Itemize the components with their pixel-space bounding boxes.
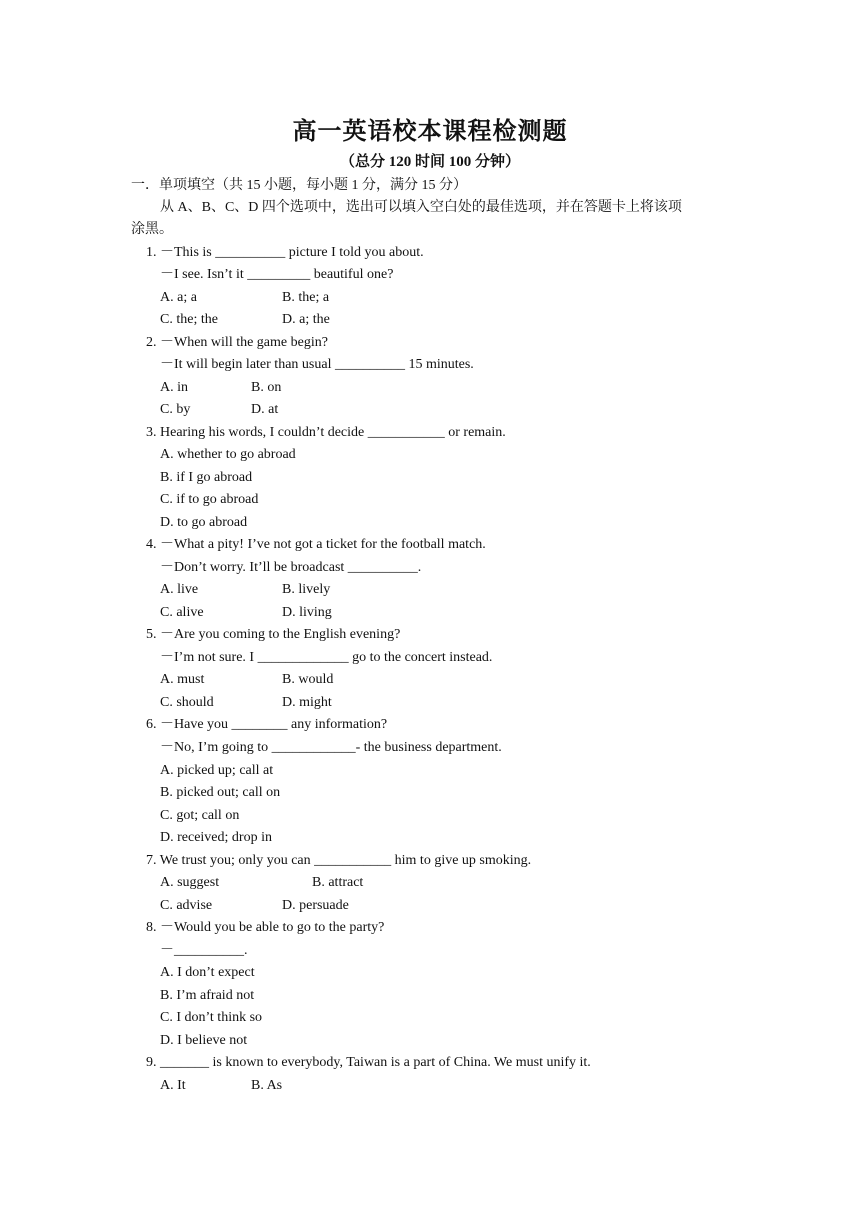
question-stem: －I’m not sure. I _____________ go to the concert instead. — [160, 650, 493, 665]
option-b: B. the; a — [282, 290, 330, 305]
option-c: C. if to go abroad — [160, 492, 259, 507]
option-d: D. a; the — [282, 312, 330, 327]
option-c: C. I don’t think so — [160, 1010, 263, 1025]
section-heading: 一．单项填空（共 15 小题，每小题 1 分，满分 15 分） — [131, 178, 467, 193]
question-stem: －I see. Isn’t it _________ beautiful one? — [160, 267, 394, 282]
section-instruction-cont: 涂黑。 — [131, 222, 173, 237]
option-b: B. picked out; call on — [160, 785, 281, 800]
question-stem: －It will begin later than usual __________ 15 minutes. — [160, 357, 474, 372]
question-stem: 4. －What a pity! I’ve not got a ticket for the football match. — [146, 537, 486, 552]
option-a: A. It — [160, 1078, 186, 1093]
question-stem: 3. Hearing his words, I couldn’t decide ___________ or remain. — [146, 425, 506, 440]
question-stem: －__________. — [160, 943, 248, 958]
question-stem: 6. －Have you ________ any information? — [146, 717, 388, 732]
option-c: C. the; the — [160, 312, 218, 327]
option-a: A. must — [160, 672, 205, 687]
option-d: D. I believe not — [160, 1033, 248, 1048]
option-a: A. whether to go abroad — [160, 447, 296, 462]
option-b: B. if I go abroad — [160, 470, 253, 485]
option-d: D. might — [282, 695, 332, 710]
option-b: B. would — [282, 672, 334, 687]
option-d: D. living — [282, 605, 332, 620]
page-title: 高一英语校本课程检测题 — [292, 117, 568, 145]
option-c: C. should — [160, 695, 214, 710]
option-c: C. alive — [160, 605, 204, 620]
option-b: B. lively — [282, 582, 331, 597]
option-a: A. I don’t expect — [160, 965, 255, 980]
option-a: A. picked up; call at — [160, 763, 274, 778]
question-stem: 1. －This is __________ picture I told you about. — [146, 245, 424, 260]
option-d: D. persuade — [282, 898, 349, 913]
option-d: D. at — [251, 402, 279, 417]
option-d: D. received; drop in — [160, 830, 272, 845]
option-c: C. advise — [160, 898, 213, 913]
question-stem: 5. －Are you coming to the English evening? — [146, 627, 401, 642]
question-stem: 7. We trust you; only you can ___________ him to give up smoking. — [146, 853, 532, 868]
option-b: B. attract — [312, 875, 364, 890]
page-subtitle: （总分 120 时间 100 分钟） — [339, 154, 520, 170]
option-c: C. by — [160, 402, 191, 417]
option-b: B. on — [251, 380, 282, 395]
section-instruction: 从 A、B、C、D 四个选项中，选出可以填入空白处的最佳选项，并在答题卡上将该项 — [160, 200, 682, 215]
option-a: A. live — [160, 582, 199, 597]
option-a: A. suggest — [160, 875, 220, 890]
option-b: B. I’m afraid not — [160, 988, 255, 1003]
question-stem: 9. _______ is known to everybody, Taiwan is a part of China. We must unify it. — [146, 1055, 591, 1070]
option-b: B. As — [251, 1078, 283, 1093]
option-c: C. got; call on — [160, 808, 240, 823]
option-a: A. a; a — [160, 290, 197, 305]
question-stem: 8. －Would you be able to go to the party? — [146, 920, 385, 935]
option-d: D. to go abroad — [160, 515, 248, 530]
question-stem: 2. －When will the game begin? — [146, 335, 328, 350]
question-stem: －No, I’m going to ____________- the business department. — [160, 740, 502, 755]
option-a: A. in — [160, 380, 188, 395]
question-stem: －Don’t worry. It’ll be broadcast __________. — [160, 560, 422, 575]
